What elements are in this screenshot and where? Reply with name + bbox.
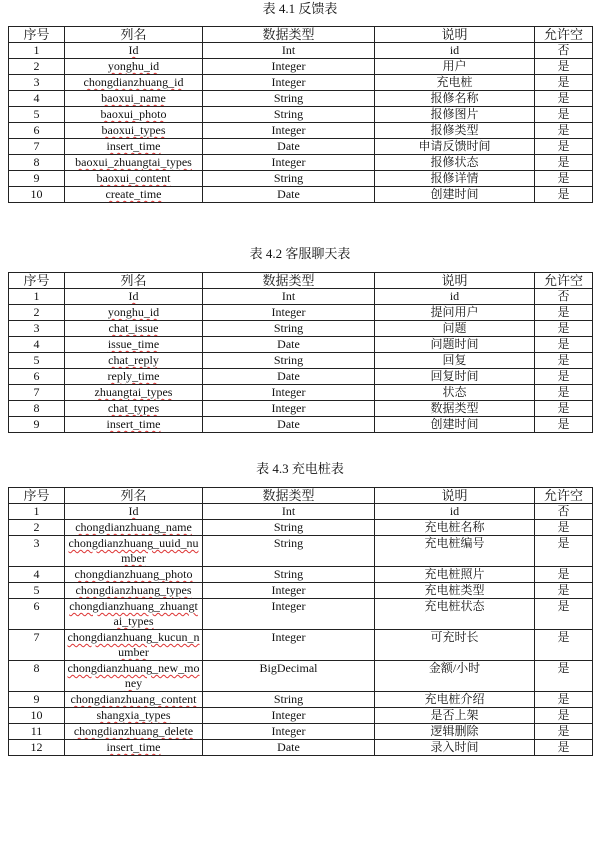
charging-pile-table [8, 487, 593, 756]
header-index: 序号 [9, 27, 65, 43]
cell-nullable: 是 [535, 708, 593, 724]
table-row [9, 43, 593, 59]
cell-description: 逻辑删除 [375, 724, 535, 740]
cell-description: id [375, 43, 535, 59]
cell-data-type: String [203, 353, 375, 369]
cell-data-type: Integer [203, 123, 375, 139]
table-row [9, 155, 593, 171]
header-nullable: 允许空 [535, 488, 593, 504]
cell-nullable: 是 [535, 337, 593, 353]
cell-index: 6 [9, 123, 65, 139]
header-index: 序号 [9, 488, 65, 504]
cell-nullable: 是 [535, 75, 593, 91]
cell-nullable: 否 [535, 43, 593, 59]
cell-description: 是否上架 [375, 708, 535, 724]
cell-data-type: Integer [203, 599, 375, 630]
cell-index: 1 [9, 43, 65, 59]
cell-nullable: 是 [535, 401, 593, 417]
cell-data-type: String [203, 567, 375, 583]
table-row [9, 661, 593, 692]
cell-nullable: 是 [535, 661, 593, 692]
header-data-type: 数据类型 [203, 27, 375, 43]
cell-nullable: 是 [535, 599, 593, 630]
table-row [9, 417, 593, 433]
cell-data-type: Integer [203, 385, 375, 401]
cell-description: 申请反馈时间 [375, 139, 535, 155]
cell-data-type: Int [203, 289, 375, 305]
feedback-table [8, 26, 593, 203]
table-row [9, 599, 593, 630]
table-row [9, 289, 593, 305]
cell-index: 10 [9, 187, 65, 203]
table-row [9, 536, 593, 567]
cell-description: id [375, 504, 535, 520]
cell-description: 充电桩编号 [375, 536, 535, 567]
cell-data-type: Date [203, 337, 375, 353]
cell-index: 8 [9, 661, 65, 692]
cell-index: 7 [9, 385, 65, 401]
cell-data-type: String [203, 692, 375, 708]
cell-description: 回复 [375, 353, 535, 369]
cell-index: 5 [9, 353, 65, 369]
cell-description: 回复时间 [375, 369, 535, 385]
cell-data-type: Integer [203, 708, 375, 724]
cell-column-name: insert_time [65, 417, 203, 433]
table-row [9, 708, 593, 724]
cell-column-name: baoxui_zhuangtai_types [65, 155, 203, 171]
header-row [9, 273, 593, 289]
cell-column-name: baoxui_content [65, 171, 203, 187]
cell-data-type: Integer [203, 59, 375, 75]
cell-column-name: chongdianzhuang_types [65, 583, 203, 599]
cell-column-name: chongdianzhuang_uuid_number [65, 536, 203, 567]
cell-nullable: 是 [535, 123, 593, 139]
cell-column-name: zhuangtai_types [65, 385, 203, 401]
cell-column-name: insert_time [65, 740, 203, 756]
header-column-name: 列名 [65, 488, 203, 504]
cell-description: 充电桩名称 [375, 520, 535, 536]
cell-data-type: Date [203, 187, 375, 203]
cell-description: 报修名称 [375, 91, 535, 107]
cell-data-type: Integer [203, 155, 375, 171]
header-description: 说明 [375, 273, 535, 289]
cell-column-name: chongdianzhuang_kucun_number [65, 630, 203, 661]
cell-index: 11 [9, 724, 65, 740]
cell-column-name: baoxui_name [65, 91, 203, 107]
cell-data-type: Int [203, 43, 375, 59]
cell-description: 报修图片 [375, 107, 535, 123]
table-row [9, 59, 593, 75]
header-column-name: 列名 [65, 273, 203, 289]
cell-index: 3 [9, 321, 65, 337]
cell-nullable: 是 [535, 305, 593, 321]
cell-data-type: String [203, 171, 375, 187]
table-row [9, 337, 593, 353]
cell-column-name: shangxia_types [65, 708, 203, 724]
cell-description: 充电桩状态 [375, 599, 535, 630]
cell-description: 充电桩介绍 [375, 692, 535, 708]
cell-index: 5 [9, 583, 65, 599]
cell-nullable: 是 [535, 630, 593, 661]
table-row [9, 369, 593, 385]
cell-index: 2 [9, 305, 65, 321]
cell-column-name: baoxui_types [65, 123, 203, 139]
cell-column-name: chongdianzhuang_photo [65, 567, 203, 583]
table-row [9, 187, 593, 203]
cell-column-name: Id [65, 504, 203, 520]
cell-data-type: Date [203, 369, 375, 385]
cell-nullable: 是 [535, 385, 593, 401]
cell-column-name: chongdianzhuang_new_money [65, 661, 203, 692]
cell-index: 2 [9, 520, 65, 536]
cell-description: 创建时间 [375, 187, 535, 203]
cell-description: 报修类型 [375, 123, 535, 139]
cell-description: 报修详情 [375, 171, 535, 187]
cell-index: 9 [9, 171, 65, 187]
cell-column-name: baoxui_photo [65, 107, 203, 123]
cell-column-name: chongdianzhuang_name [65, 520, 203, 536]
caption-table-4-2: 表 4.2 客服聊天表 [249, 246, 351, 261]
cell-description: id [375, 289, 535, 305]
table-row [9, 630, 593, 661]
cell-nullable: 是 [535, 139, 593, 155]
cell-index: 8 [9, 401, 65, 417]
cell-nullable: 是 [535, 187, 593, 203]
cell-data-type: Integer [203, 305, 375, 321]
cell-description: 报修状态 [375, 155, 535, 171]
cell-column-name: reply_time [65, 369, 203, 385]
cell-data-type: Date [203, 740, 375, 756]
cell-nullable: 是 [535, 417, 593, 433]
cell-description: 提问用户 [375, 305, 535, 321]
cell-description: 充电桩照片 [375, 567, 535, 583]
cell-data-type: Integer [203, 75, 375, 91]
cell-nullable: 否 [535, 289, 593, 305]
cell-data-type: Date [203, 417, 375, 433]
cell-data-type: Integer [203, 401, 375, 417]
cell-nullable: 否 [535, 504, 593, 520]
cell-column-name: yonghu_id [65, 305, 203, 321]
cell-data-type: Integer [203, 583, 375, 599]
table-row [9, 123, 593, 139]
cell-column-name: chat_types [65, 401, 203, 417]
header-data-type: 数据类型 [203, 273, 375, 289]
table-row [9, 107, 593, 123]
cell-index: 2 [9, 59, 65, 75]
cell-column-name: chongdianzhuang_content [65, 692, 203, 708]
header-data-type: 数据类型 [203, 488, 375, 504]
cell-data-type: Int [203, 504, 375, 520]
cell-data-type: Integer [203, 724, 375, 740]
table-row [9, 504, 593, 520]
cell-index: 7 [9, 139, 65, 155]
cell-index: 8 [9, 155, 65, 171]
cell-data-type: BigDecimal [203, 661, 375, 692]
cell-nullable: 是 [535, 583, 593, 599]
cell-nullable: 是 [535, 107, 593, 123]
caption-table-4-3: 表 4.3 充电桩表 [256, 461, 344, 476]
cell-column-name: Id [65, 43, 203, 59]
table-row [9, 321, 593, 337]
cell-nullable: 是 [535, 321, 593, 337]
cell-index: 10 [9, 708, 65, 724]
cell-column-name: issue_time [65, 337, 203, 353]
table-row [9, 385, 593, 401]
cell-index: 7 [9, 630, 65, 661]
header-index: 序号 [9, 273, 65, 289]
cell-column-name: create_time [65, 187, 203, 203]
cell-nullable: 是 [535, 520, 593, 536]
table-row [9, 401, 593, 417]
cell-index: 12 [9, 740, 65, 756]
table-row [9, 583, 593, 599]
cell-index: 3 [9, 536, 65, 567]
header-nullable: 允许空 [535, 27, 593, 43]
cell-index: 4 [9, 91, 65, 107]
header-row [9, 27, 593, 43]
cell-column-name: chongdianzhuang_zhuangtai_types [65, 599, 203, 630]
header-description: 说明 [375, 27, 535, 43]
cell-nullable: 是 [535, 724, 593, 740]
cell-description: 可充时长 [375, 630, 535, 661]
table-row [9, 353, 593, 369]
table-row [9, 139, 593, 155]
cell-description: 状态 [375, 385, 535, 401]
table-row [9, 724, 593, 740]
cell-data-type: String [203, 536, 375, 567]
cell-index: 5 [9, 107, 65, 123]
cell-nullable: 是 [535, 171, 593, 187]
cell-description: 创建时间 [375, 417, 535, 433]
table-row [9, 171, 593, 187]
cell-nullable: 是 [535, 692, 593, 708]
cell-index: 6 [9, 369, 65, 385]
table-row [9, 567, 593, 583]
table-row [9, 520, 593, 536]
cell-description: 问题时间 [375, 337, 535, 353]
cell-data-type: Integer [203, 630, 375, 661]
cell-nullable: 是 [535, 740, 593, 756]
cell-description: 问题 [375, 321, 535, 337]
cell-nullable: 是 [535, 353, 593, 369]
header-row [9, 488, 593, 504]
cell-data-type: String [203, 107, 375, 123]
cell-description: 充电桩类型 [375, 583, 535, 599]
cell-nullable: 是 [535, 155, 593, 171]
cell-column-name: yonghu_id [65, 59, 203, 75]
cell-index: 9 [9, 692, 65, 708]
cell-nullable: 是 [535, 536, 593, 567]
table-row [9, 740, 593, 756]
cell-column-name: insert_time [65, 139, 203, 155]
cell-index: 4 [9, 567, 65, 583]
table-row [9, 91, 593, 107]
cell-column-name: Id [65, 289, 203, 305]
cell-nullable: 是 [535, 91, 593, 107]
cell-data-type: String [203, 520, 375, 536]
cell-column-name: chongdianzhuang_id [65, 75, 203, 91]
cell-index: 4 [9, 337, 65, 353]
cell-index: 3 [9, 75, 65, 91]
table-row [9, 305, 593, 321]
cell-index: 6 [9, 599, 65, 630]
cell-index: 1 [9, 504, 65, 520]
cell-description: 金额/小时 [375, 661, 535, 692]
cell-column-name: chat_reply [65, 353, 203, 369]
header-column-name: 列名 [65, 27, 203, 43]
cell-nullable: 是 [535, 369, 593, 385]
table-row [9, 75, 593, 91]
table-row [9, 692, 593, 708]
chat-table [8, 272, 593, 433]
cell-description: 数据类型 [375, 401, 535, 417]
cell-description: 用户 [375, 59, 535, 75]
cell-data-type: String [203, 321, 375, 337]
cell-column-name: chat_issue [65, 321, 203, 337]
cell-nullable: 是 [535, 567, 593, 583]
cell-index: 9 [9, 417, 65, 433]
cell-data-type: Date [203, 139, 375, 155]
cell-index: 1 [9, 289, 65, 305]
cell-description: 充电桩 [375, 75, 535, 91]
cell-column-name: chongdianzhuang_delete [65, 724, 203, 740]
caption-table-4-1: 表 4.1 反馈表 [262, 1, 338, 16]
header-nullable: 允许空 [535, 273, 593, 289]
header-description: 说明 [375, 488, 535, 504]
cell-data-type: String [203, 91, 375, 107]
cell-description: 录入时间 [375, 740, 535, 756]
cell-nullable: 是 [535, 59, 593, 75]
